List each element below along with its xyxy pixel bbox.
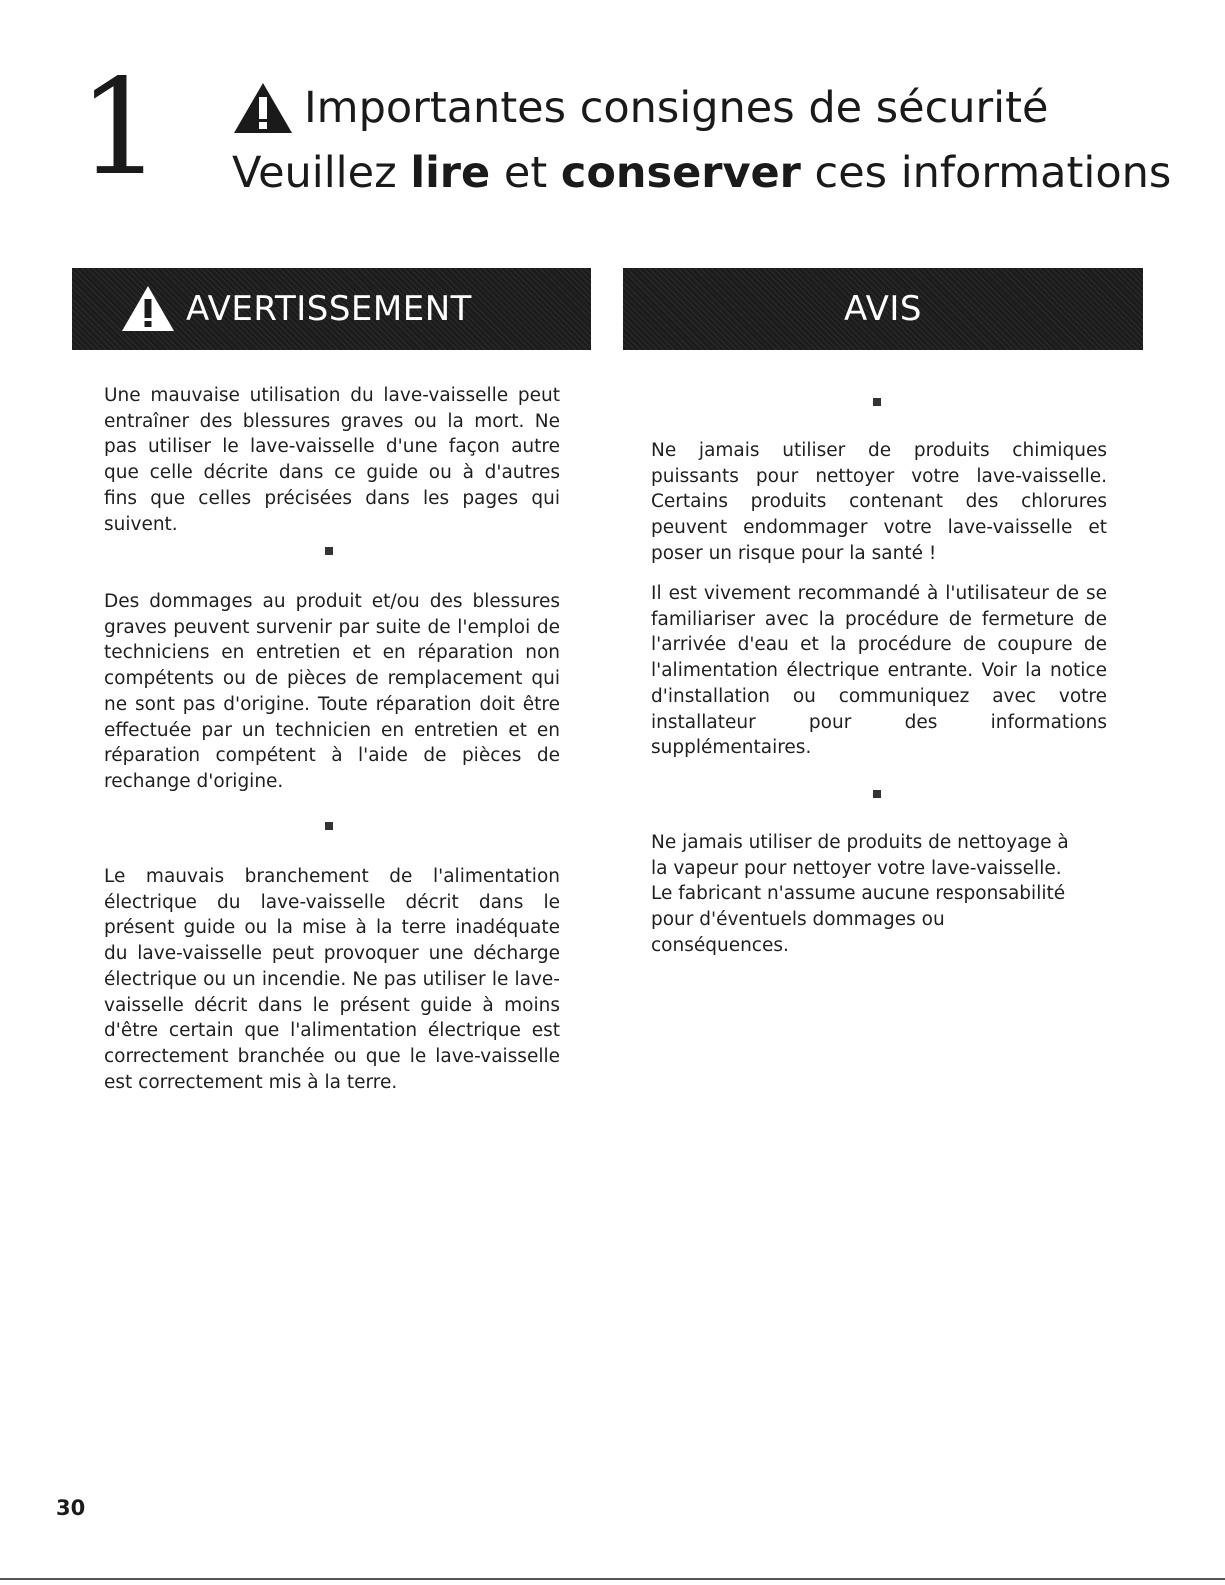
warning-column — [104, 864, 560, 1095]
notice-banner — [623, 268, 1143, 350]
warning-paragraph: Une mauvaise utilisation du lave-vaisselle peut entraîner des blessures graves ou la mort. Ne pas utiliser le lave-vaisselle d'une façon autre que celle décrite dans ce guide ou à d'autres fins que celles précisées dans les pages qui suivent. — [104, 385, 560, 535]
bullet-marker — [325, 822, 333, 830]
notice-paragraph: Ne jamais utiliser de produits chimiques puissants pour nettoyer votre lave-vaisselle. Certains produits contenant des chlorures peuvent endommager votre lave-vaisselle et poser un risque pour la santé ! — [651, 440, 1107, 564]
warning-column — [104, 589, 560, 795]
warning-triangle-icon — [120, 284, 176, 334]
notice-column — [651, 438, 1107, 567]
warning-banner — [72, 268, 591, 350]
chapter-number: 1 — [78, 51, 162, 205]
notice-column — [651, 581, 1107, 761]
notice-paragraph: Il est vivement recommandé à l'utilisateur de se familiariser avec la procédure de fermeture de l'arrivée d'eau et la procédure de coupure de l'alimentation électrique entrante. Voir la notice d'installation ou communiquez avec votre installateur pour des informations supplémentaires. — [651, 583, 1107, 759]
title-bold-conserver: conserver — [560, 148, 801, 198]
title-mid: et — [503, 148, 548, 198]
bottom-rule — [0, 1578, 1225, 1580]
notice-banner-label: AVIS — [844, 289, 922, 329]
warning-banner-label: AVERTISSEMENT — [186, 289, 472, 329]
warning-paragraph: Des dommages au produit et/ou des blessures graves peuvent survenir par suite de l'emploi de techniciens en entretien et en réparation non compétents ou de pièces de remplacement qui ne sont pas d'origine. Toute réparation doit être effectuée par un technicien en entretien et en réparation compétent à l'aide de pièces de rechange d'origine. — [104, 591, 560, 792]
notice-paragraph: Ne jamais utiliser de produits de nettoyage à la vapeur pour nettoyer votre lave-vaisselle. Le fabricant n'assume aucune responsabilité pour d'éventuels dommages ou conséquences. — [651, 832, 1069, 956]
page-title — [232, 78, 1172, 198]
title-text: Importantes consignes de sécurité — [304, 82, 1049, 133]
title-bold-lire: lire — [410, 148, 491, 198]
bullet-marker — [873, 790, 881, 798]
bullet-marker — [325, 547, 333, 555]
warning-column — [104, 383, 560, 537]
title-line-1 — [232, 78, 1171, 138]
title-prefix: Veuillez — [232, 148, 397, 198]
title-suffix: ces informations — [814, 148, 1172, 198]
title-line-2 — [232, 148, 1172, 198]
warning-triangle-icon — [232, 81, 294, 135]
page-number: 30 — [56, 1496, 86, 1520]
bullet-marker — [873, 398, 881, 406]
warning-paragraph: Le mauvais branchement de l'alimentation électrique du lave-vaisselle décrit dans le présent guide ou la mise à la terre inadéquate du lave-vaisselle peut provoquer une décharge électrique ou un incendie. Ne pas utiliser le lave-vaisselle décrit dans le présent guide à moins d'être certain que l'alimentation électrique est correctement branchée ou que le lave-vaisselle est correctement mis à la terre. — [104, 866, 560, 1093]
notice-column — [651, 830, 1071, 959]
